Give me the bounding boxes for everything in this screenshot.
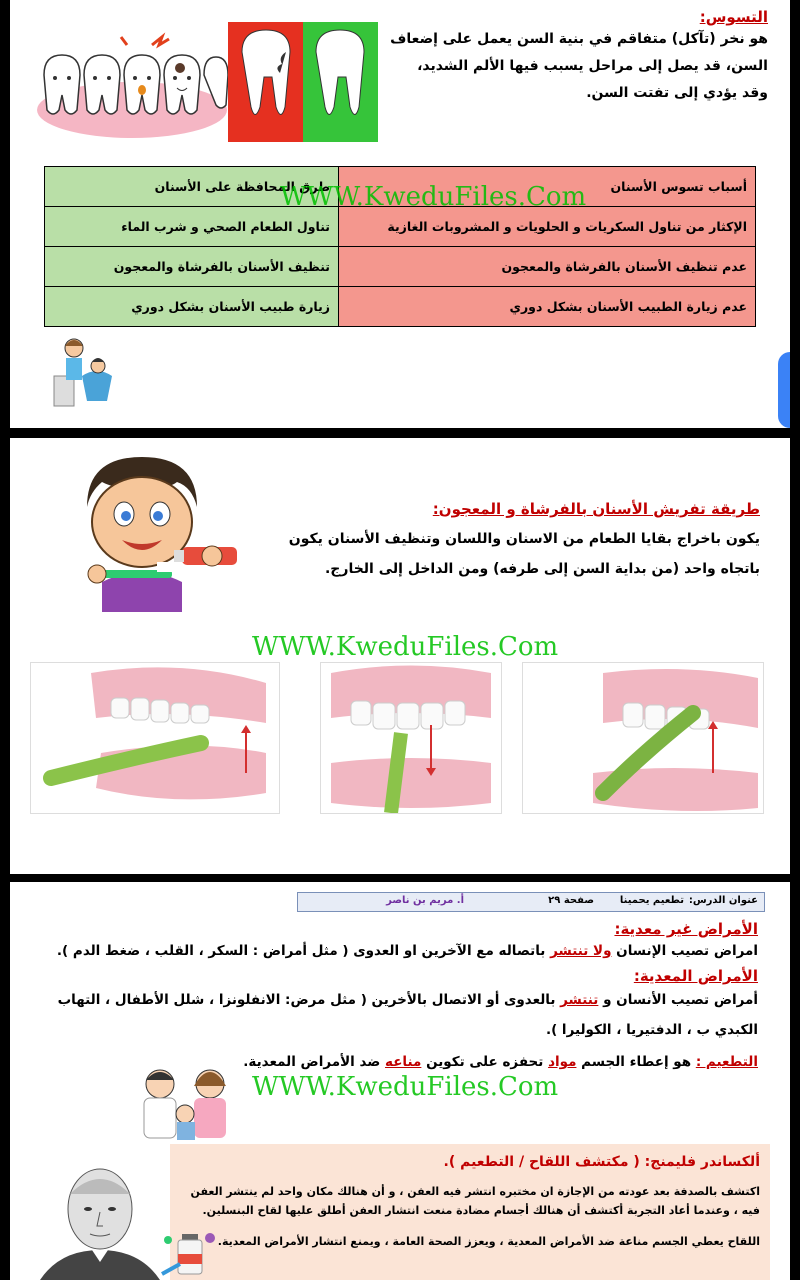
caries-definition: هو نخر (تآكل) متفاقم في بنية السن يعمل على إضعاف السن، قد يصل إلى مراحل يسبب فيها الألم الشديد، وقد يؤدي إلى تفتت السن. <box>390 31 768 101</box>
watermark: WWW.KweduFiles.Com <box>252 1072 559 1102</box>
table-cell: الإكثار من تناول السكريات و الحلويات و المشروبات الغازية <box>339 207 756 247</box>
brushing-instructions: يكون باخراج بقايا الطعام من الاسنان واللسان وتنظيف الأسنان يكون باتجاه واحد (من بداية السن إلى طرفه) ومن الداخل إلى الخارج. <box>288 531 760 577</box>
noncommunicable-title: الأمراض غير معدية: <box>614 920 758 938</box>
lesson-label: عنوان الدرس: <box>688 895 758 906</box>
watermark: WWW.KweduFiles.Com <box>280 182 587 212</box>
table-row <box>45 287 756 327</box>
doctors-vaccinating-child-illustration <box>130 1064 240 1144</box>
side-tab <box>778 352 790 428</box>
causes-header: أسباب تسوس الأسنان <box>339 167 756 207</box>
teeth-cartoon-illustration <box>32 30 232 140</box>
table-cell: تنظيف الأسنان بالفرشاة والمعجون <box>45 247 339 287</box>
table-cell: عدم زيارة الطبيب الأسنان بشكل دوري <box>339 287 756 327</box>
brushing-image-front-teeth <box>320 662 502 814</box>
dentist-illustration <box>52 336 122 408</box>
vaccine-benefit-text: اللقاح يعطي الجسم مناعة ضد الأمراض المعدية ، ويعزز الصحة العامة ، ويمنع انتشار الأمراض المعدية. <box>217 1235 760 1248</box>
brushing-image-lower-teeth <box>30 662 280 814</box>
fleming-title: ألكساندر فليمنج: ( مكتشف اللقاح / التطعيم ). <box>443 1154 760 1170</box>
communicable-title: الأمراض المعدية: <box>633 967 758 985</box>
page-2 <box>10 438 790 874</box>
teacher-name: أ. مريم بن ناصر <box>386 895 464 906</box>
tooth-comparison-image <box>228 22 378 142</box>
vaccine-vial-icon <box>160 1224 220 1280</box>
brushing-title: طريقة تفريش الأسنان بالفرشاة و المعجون: <box>432 500 760 518</box>
noncommunicable-text: امراض تصيب الإنسان ولا تنتشر باتصاله مع الآخرين او العدوى ( مثل أمراض : السكر ، القلب ، ضغط الدم ). <box>56 943 758 959</box>
fleming-text: اكتشف بالصدفة بعد عودته من الإجازة ان مختبره انتشر فيه العفن ، و أن هنالك مكان واحد لم ينتشر العفن فيه ، وعندما أعاد التجربة أكتشف أن هنالك أجسام مضادة منعت انتشار العفن أطلق عليها لقاح البنسلين. <box>190 1185 760 1217</box>
vaccination-definition: التطعيم : هو إعطاء الجسم مواد تحفزه على تكوين مناعه ضد الأمراض المعدية. <box>243 1054 758 1070</box>
lesson-title: تطعيم يحمينا <box>619 895 684 906</box>
boy-brushing-illustration <box>72 452 242 612</box>
table-row <box>45 207 756 247</box>
brushing-image-inner-teeth <box>522 662 764 814</box>
prevention-header: طرق المحافظة على الأسنان <box>45 167 339 207</box>
page-3 <box>10 882 790 1280</box>
page-number: صفحة ٢٩ <box>548 895 594 906</box>
table-cell: زيارة طبيب الأسنان بشكل دوري <box>45 287 339 327</box>
watermark: WWW.KweduFiles.Com <box>252 632 559 662</box>
lesson-header-bar <box>297 892 765 912</box>
table-cell: تناول الطعام الصحي و شرب الماء <box>45 207 339 247</box>
table-cell: عدم تنظيف الأسنان بالفرشاة والمعجون <box>339 247 756 287</box>
table-row <box>45 247 756 287</box>
communicable-text: أمراض تصيب الأنسان و تنتشر بالعدوى أو الاتصال بالأخرين ( مثل مرض: الانفلونزا ، شلل الأطفال ، التهاب الكبدي ب ، الدفتيريا ، الكوليرا ). <box>57 992 758 1038</box>
fleming-portrait <box>30 1164 160 1280</box>
caries-title: التسوس: <box>699 8 768 26</box>
page-1 <box>10 0 790 428</box>
